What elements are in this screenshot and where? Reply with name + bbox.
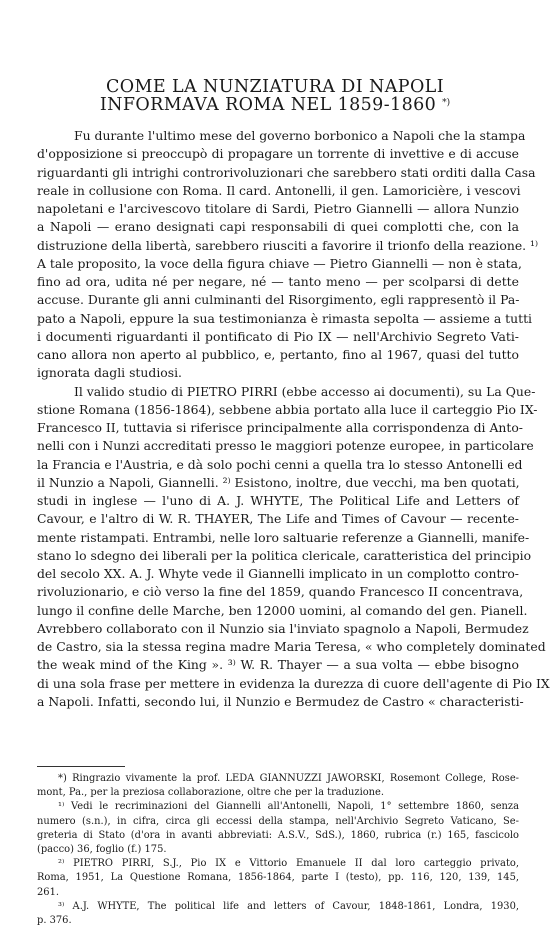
body-line: i documenti riguardanti il pontificato di Pio IX — nell'Archivio Segreto Vati- (37, 328, 519, 344)
footnote-line: mont, Pa., per la preziosa collaborazione, oltre che per la traduzione. (37, 787, 385, 799)
footnote-line: 261. (37, 886, 59, 898)
footnote-line: *) Ringrazio vivamente la prof. LEDA GIANNUZZI JAWORSKI, Rosemont College, Rose- (58, 773, 519, 784)
footnote-line: ²⁾ PIETRO PIRRI, S.J., Pio IX e Vittorio Emanuele II dal loro carteggio privato, (58, 858, 519, 870)
body-line: Francesco II, tuttavia si riferisce principalmente alla corrispondenza di Anto- (37, 420, 523, 435)
body-line: a Napoli. Infatti, secondo lui, il Nunzio e Bermudez de Castro « characteristi- (37, 693, 524, 709)
body-line: nelli con i Nunzi accreditati presso le maggiori potenze europee, in particolare (37, 438, 534, 454)
body-line: a Napoli — erano designati capi responsabili di quei complotti che, con la (37, 219, 519, 235)
body-line: di una sola frase per mettere in evidenza la durezza di cuore dell'agente di Pio IX (37, 675, 550, 691)
body-line: il Nunzio a Napoli, Giannelli. ²⁾ Esistono, inoltre, due vecchi, ma ben quotati, (37, 474, 520, 490)
body-line: stano lo sdegno dei liberali per la politica clericale, caratteristica del principio (37, 547, 532, 563)
body-line: Fu durante l'ultimo mese del governo borbonico a Napoli che la stampa (74, 128, 526, 143)
footnote-line: ¹⁾ Vedi le recriminazioni del Giannelli all'Antonelli, Napoli, 1° settembre 1860, senza (58, 801, 519, 813)
footnote-line: Roma, 1951, La Questione Romana, 1856-1864, parte I (testo), pp. 116, 120, 139, 145, (37, 872, 519, 884)
body-line: cano allora non aperto al pubblico, e, pertanto, fino al 1967, quasi del tutto (37, 347, 519, 362)
body-line: Cavour, e l'altro di W. R. THAYER, The Life and Times of Cavour — recente- (37, 511, 519, 527)
title-line-2 (0, 93, 550, 115)
footnote-line: numero (s.n.), in cifra, circa gli eccessi della stampa, nell'Archivio Segreto Vaticano, Se- (37, 815, 519, 827)
footnote-divider (37, 766, 125, 767)
body-line: fino ad ora, udita né per negare, né — tanto meno — per scolparsi di dette (37, 274, 519, 289)
body-line: studi in inglese — l'uno di A. J. WHYTE, The Political Life and Letters of (37, 493, 519, 508)
body-line: de Castro, sia la stessa regina madre Maria Teresa, « who completely dominated (37, 639, 546, 654)
body-line: rivoluzionario, e ciò verso la fine del 1859, quando Francesco II concentrava, (37, 584, 524, 600)
body-line: Avrebbero collaborato con il Nunzio sia l'inviato spagnolo a Napoli, Bermudez (37, 620, 529, 636)
footnote-line: ³⁾ A.J. WHYTE, The political life and letters of Cavour, 1848-1861, Londra, 1930, (58, 900, 519, 912)
body-line: reale in collusione con Roma. Il card. Antonelli, il gen. Lamoricière, i vescovi (37, 182, 521, 198)
body-line: stione Romana (1856-1864), sebbene abbia portato alla luce il carteggio Pio IX- (37, 401, 538, 417)
body-line: lungo il confine delle Marche, ben 12000 uomini, al comando del gen. Pianell. (37, 602, 528, 618)
body-line: mente ristampati. Entrambi, nelle loro saltuarie referenze a Giannelli, manife- (37, 529, 530, 545)
body-line: ignorata dagli studiosi. (37, 365, 182, 381)
body-line: riguardanti gli intrighi controrivoluzionari che sarebbero stati orditi dalla Casa (37, 164, 536, 180)
title-line-2-text: INFORMAVA ROMA NEL 1859-1860 (99, 95, 437, 115)
footnote-line: (pacco) 36, foglio (f.) 175. (37, 844, 167, 855)
body-line: distruzione della libertà, sarebbero riusciti a favorire il trionfo della reazione. ¹⁾ (37, 237, 539, 253)
body-line: del secolo XX. A. J. Whyte vede il Giannelli implicato in un complotto contro- (37, 566, 519, 581)
footnote-line: greteria di Stato (d'ora in avanti abbreviati: A.S.V., SdS.), 1860, rubrica (r.) 165, fascicolo (37, 829, 519, 841)
body-line: A tale proposito, la voce della figura chiave — Pietro Giannelli — non è stata, (37, 255, 522, 271)
body-line: accuse. Durante gli anni culminanti del Risorgimento, egli rappresentò il Pa- (37, 292, 520, 308)
footnote-line: p. 376. (37, 915, 72, 926)
body-line: the weak mind of the King ». ³⁾ W. R. Thayer — a sua volta — ebbe bisogno (37, 657, 519, 673)
body-line: napoletani e l'arcivescovo titolare di Sardi, Pietro Giannelli — allora Nunzio (37, 201, 519, 216)
body-line: la Francia e l'Austria, e dà solo pochi cenni a quella tra lo stesso Antonelli ed (37, 456, 523, 472)
title-line-1: COME LA NUNZIATURA DI NAPOLI (105, 77, 445, 97)
body-line: d'opposizione si preoccupò di propagare un torrente di invettive e di accuse (37, 146, 519, 162)
body-line: Il valido studio di PIETRO PIRRI (ebbe accesso ai documenti), su La Que- (74, 383, 536, 399)
body-line: pato a Napoli, eppure la sua testimonianza è rimasta sepolta — assieme a tutti (37, 310, 533, 326)
title-footnote-mark: *) (442, 98, 451, 108)
